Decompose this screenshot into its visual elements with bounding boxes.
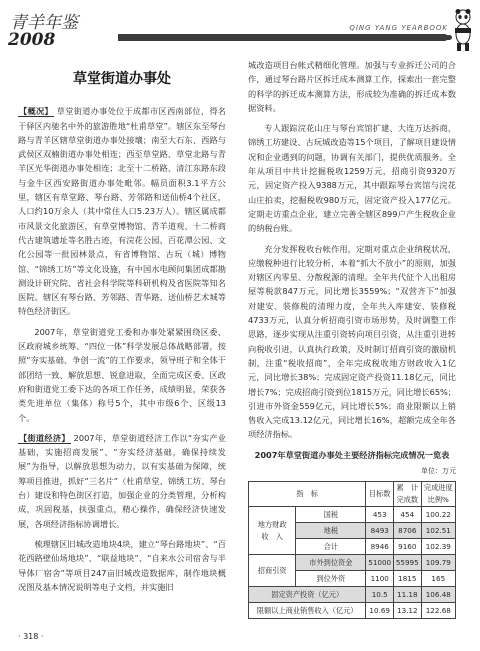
row-item: 市外到位资金 xyxy=(296,555,366,571)
row-ratio: 100.22 xyxy=(421,507,455,523)
overview-text: 草堂街道办事处位于成都市区西南部位，得名于驿区内驰名中外的旅游胜地“杜甫草堂”。辖区东至琴台路与青羊区辖草堂街道办事处接壤；南至大石东、西路与武侯区双楠街道办事处相连；西至草堂路、草堂北路与青羊区光华街道办事处相连；北至十二桥路、清江东路东段与金牛区西安路街道办事处毗邻。幅员面积3.1平方公里，辖区有草堂路、琴台路、芳邻路和送仙桥4个社区，人口约10万余人（其中常住人口5.23万人）。辖区属成都市风景文化旅游区，有草堂博物馆、青羊道观、十二桥商代古建筑遗址等名胜古迹，有浣花公园、百花潭公园、文化公园等一批园林景点，有省博物馆、古玩（城）博物馆、“锦绣工坊”等文化设施，有中国水电顾问集团成都勘测设计研究院、省社会科学院等科研机构及省医院等知名医院。辖区有琴台路、芳邻路、青华路、送仙桥艺术城等特色经济街区。 xyxy=(18,106,226,317)
page-content xyxy=(18,58,464,623)
right-column xyxy=(248,58,456,619)
row-item: 到位外资 xyxy=(296,571,366,587)
row-ratio: 122.68 xyxy=(421,603,455,619)
row-actual: 13.12 xyxy=(394,603,422,619)
row-target: 51000 xyxy=(366,555,394,571)
header-rule xyxy=(118,34,448,41)
renewal-continued-paragraph: 城改造项目台帐式精细化管理。加强与专业拆迁公司的合作，通过琴台路片区拆迁成本测算工作，探索出一套完整的科学的拆迁成本测算方法，形成较为准确的拆迁成本数据资料。 xyxy=(248,60,456,113)
row-ratio: 102.51 xyxy=(421,523,455,539)
table-row xyxy=(249,603,456,619)
row-item: 地税 xyxy=(296,523,366,539)
header-indicator: 指 标 xyxy=(249,482,366,507)
yearbook-logo xyxy=(8,8,88,54)
row-group-investment: 招商引资 xyxy=(249,555,296,587)
row-ratio: 106.48 xyxy=(421,587,455,603)
renewal-paragraph: 梳理辖区旧城改造地块4块，建立“琴台路地块”、“百花西路壁仙场地块”、“联益地块”、“自来水公司宿舍与半导体厂宿舍”等项目247亩旧城改造数据库，制作地块概况图及基本情况说明等电子文档，并实施旧 xyxy=(18,538,226,592)
row-actual: 9160 xyxy=(394,539,422,555)
row-group-retail-sales: 限额以上商业销售收入（亿元） xyxy=(249,603,366,619)
header-target: 目标数 xyxy=(366,482,394,507)
table-row xyxy=(249,555,456,571)
row-group-fiscal: 地方财政 收 入 xyxy=(249,507,296,555)
table-title: 2007年草堂街道办事处主要经济指标完成情况一览表 xyxy=(254,449,450,460)
row-group-fixed-assets: 固定资产投资（亿元） xyxy=(249,587,366,603)
row-actual: 8706 xyxy=(394,523,422,539)
row-target: 10.69 xyxy=(366,603,394,619)
overview-tag: 【概况】 xyxy=(19,106,53,117)
panda-mascot-icon xyxy=(452,8,474,52)
logo-title: 青羊年鉴 xyxy=(10,13,78,33)
row-target: 10.5 xyxy=(366,587,394,603)
row-ratio: 102.39 xyxy=(421,539,455,555)
table-header-row xyxy=(249,482,456,507)
economic-indicators-table xyxy=(248,481,456,619)
logo-year: 2008 xyxy=(8,30,56,50)
summary-paragraph: 2007年，草堂街道党工委和办事处紧紧围绕区委、区政府城乡统筹、“四位一体”科学发展总体战略部署，按照“夯实基础、争创一流”的工作要求，领导班子和全体干部团结一致、解放思想、锐意进取，全面完成区委、区政府和街道党工委下达的各项工作任务，成绩明显，荣获各类先进单位（集体）称号5个，其中市级6个、区级13个。 xyxy=(18,326,226,423)
row-target: 1100 xyxy=(366,571,394,587)
page-number: · 318 · xyxy=(18,632,44,641)
left-column xyxy=(18,58,226,600)
table-unit: 单位：万元 xyxy=(421,467,456,476)
page-header xyxy=(0,0,480,58)
table-row xyxy=(249,587,456,603)
row-actual: 1815 xyxy=(394,571,422,587)
project-tracking-paragraph: 专人跟踪浣花山庄与琴台宾馆扩建、大连万达拆商、锦绣工坊建设、古玩城改造等15个项目，了解项目建设情况和企业遇到的问题，协调有关部门，提供优质服务。全年从项目中共计挖掘税收1259万元，招商引资9320万元，固定资产投入9388万元，其中跟踪琴台宾馆与浣花山庄拍卖，挖掘税收980万元，固定资产投入177亿元。定期走访重点企业，建立完善全辖区899户产生税收企业的纳税台账。 xyxy=(248,123,456,234)
row-target: 453 xyxy=(366,507,394,523)
row-actual: 11.18 xyxy=(394,587,422,603)
overview-paragraph xyxy=(18,104,226,318)
row-actual: 55995 xyxy=(394,555,422,571)
table-row xyxy=(249,507,456,523)
header-actual: 累 计 完成数 xyxy=(394,482,422,507)
row-item: 合计 xyxy=(296,539,366,555)
row-target: 8493 xyxy=(366,523,394,539)
economy-tag: 【街道经济】 xyxy=(19,432,70,443)
tax-ledger-paragraph: 充分发挥税收台帐作用，定期对重点企业纳税状况，应缴税种进行比较分析，本着“抓大不放小”的原则，加强对辖区内零星、分散税源的清理。全年共代征个人出租房屋等税款847万元，同比增长3559%；“双营齐下”加强对建安、装修税的清理力度，全年共入库建安、装修税4733万元，认真分析招商引资市场形势，及时调整工作思路，逐步实现从注重引资转向项目引资，从注重引进转向税收引进，认真执行政策，及时制订招商引资的激励机制，注重“税收招商”，全年完成税收地方财政收入1亿元，同比增长38%；完成固定资产投资11.18亿元，同比增长7%；完成招商引资到位1815万元，同比增长65%；引进市外资金559亿元，同比增长5%；商业限额以上销售收入完成13.12亿元，同比增长16%，超额完成全年各项经济指标。 xyxy=(248,243,456,440)
section-title: 草堂街道办事处 xyxy=(73,71,171,87)
economy-paragraph xyxy=(18,431,226,531)
yearbook-en-title: QING YANG YEARBOOK xyxy=(349,24,448,32)
economy-text: 2007年，草堂街道经济工作以“夯实产业基础，实施招商发展”、“夯实经济基础，确保持续发展”为指导，以解放思想为动力，以有实基础为保障，统筹项目推进，抓好“三名片”（杜甫草堂、锦绣工坊、琴台台）建设和特色街区打造，加强企业的分类管理，分析构成，巩固税基，扶强重点，精心操作，确保经济快速发展，各项经济指标协调增长。 xyxy=(18,432,226,529)
row-actual: 454 xyxy=(394,507,422,523)
row-target: 8946 xyxy=(366,539,394,555)
header-ratio: 完成进度 比例% xyxy=(421,482,455,507)
row-ratio: 165 xyxy=(421,571,455,587)
row-item: 国税 xyxy=(296,507,366,523)
row-ratio: 109.79 xyxy=(421,555,455,571)
